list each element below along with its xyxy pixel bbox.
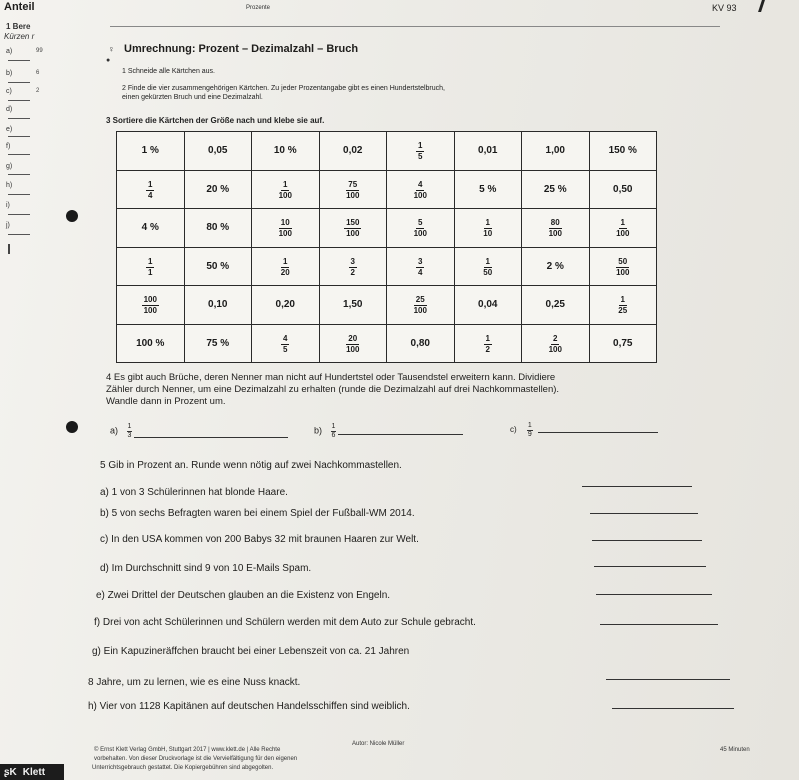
sidebar-line — [8, 100, 30, 101]
fraction-numerator: 1 — [485, 218, 490, 228]
card-cell[interactable] — [319, 247, 387, 286]
card-value: 4 % — [141, 222, 159, 234]
sidebar-line1: 1 Bere — [6, 22, 31, 31]
fraction-numerator: 25 — [415, 295, 425, 305]
card-cell[interactable] — [522, 132, 590, 171]
card-fraction — [346, 181, 359, 200]
card-cell[interactable] — [387, 170, 455, 209]
sidebar-item-label: h) — [6, 182, 13, 189]
task4-c-answer-line[interactable] — [538, 432, 658, 433]
punch-hole-icon — [66, 210, 78, 222]
sidebar-item-value: 99 — [36, 48, 43, 54]
task2-text: 2 Finde die vier zusammengehörigen Kärtchen. Zu jeder Prozentangabe gibt es einen Hundertstelbruch, — [122, 85, 445, 92]
card-fraction — [346, 335, 359, 354]
fraction-denominator: 10 — [483, 229, 493, 239]
card-cell[interactable] — [387, 132, 455, 171]
card-fraction — [279, 181, 292, 200]
page-title: Umrechnung: Prozent – Dezimalzahl – Bruch — [124, 43, 359, 55]
card-row — [117, 286, 657, 325]
sidebar-line — [8, 194, 30, 195]
fraction-numerator: 1 — [485, 333, 490, 343]
card-cell[interactable] — [319, 324, 387, 363]
fraction-numerator: 4 — [418, 179, 423, 189]
card-fraction — [344, 219, 361, 238]
sidebar-item-label: g) — [6, 163, 13, 170]
card-fraction — [616, 219, 629, 238]
task4-b — [314, 423, 336, 439]
card-cell[interactable] — [454, 170, 522, 209]
fraction-numerator: 1 — [127, 423, 132, 430]
task5-c-answer-line[interactable] — [592, 540, 702, 541]
card-value: 150 % — [608, 145, 637, 157]
footer-time: 45 Minuten — [720, 747, 750, 753]
fraction-numerator: 150 — [346, 218, 360, 228]
fraction-denominator: 6 — [331, 432, 336, 439]
card-value: 0,01 — [478, 145, 498, 157]
sidebar-tick — [8, 244, 10, 254]
task5-h: h) Vier von 1128 Kapitänen auf deutschen Handelsschiffen sind weiblich. — [88, 701, 410, 712]
card-cell[interactable] — [589, 209, 657, 248]
task5-a-answer-line[interactable] — [582, 486, 692, 487]
card-fraction — [279, 219, 292, 238]
fraction-denominator: 100 — [413, 229, 427, 239]
card-fraction — [349, 258, 357, 277]
sidebar-line — [8, 60, 30, 61]
card-value: 0,50 — [613, 183, 633, 195]
task4-line2: Zähler durch Nenner, um eine Dezimalzahl zu erhalten (runde die Dezimalzahl auf drei Nachkommastellen). — [106, 384, 560, 395]
task4-line3: Wandle dann in Prozent um. — [106, 396, 226, 407]
card-cell[interactable] — [387, 286, 455, 325]
fraction-numerator: 1 — [283, 179, 288, 189]
footer-author: Autor: Nicole Müller — [352, 741, 405, 747]
card-cell[interactable] — [454, 286, 522, 325]
card-value: 10 % — [273, 145, 297, 157]
circle-icon: ● — [106, 57, 111, 64]
sidebar-item-value: 2 — [36, 88, 40, 94]
sidebar-line2: Kürzen r — [4, 32, 35, 41]
card-cell[interactable] — [117, 247, 185, 286]
card-cell[interactable] — [387, 209, 455, 248]
card-cell[interactable] — [589, 324, 657, 363]
sidebar-line — [8, 82, 30, 83]
card-cell[interactable] — [387, 324, 455, 363]
card-cell[interactable] — [252, 209, 320, 248]
card-fraction — [549, 335, 562, 354]
fraction-denominator: 3 — [127, 432, 132, 439]
card-cell[interactable] — [117, 286, 185, 325]
task4-a-label: a) — [110, 425, 119, 436]
card-row — [117, 132, 657, 171]
task5-heading: 5 Gib in Prozent an. Runde wenn nötig auf zwei Nachkommastellen. — [100, 460, 402, 471]
sidebar-item-label: d) — [6, 106, 13, 113]
card-value: 20 % — [206, 183, 230, 195]
header-code: KV 93 — [712, 3, 737, 13]
sidebar-line — [8, 214, 30, 215]
card-fraction — [483, 258, 492, 277]
card-cell[interactable] — [589, 170, 657, 209]
fraction-numerator: 100 — [143, 295, 157, 305]
fraction-numerator: 1 — [620, 218, 625, 228]
fraction-numerator: 20 — [348, 333, 358, 343]
card-fraction — [142, 296, 159, 315]
card-fraction — [483, 219, 492, 238]
card-cell[interactable] — [319, 209, 387, 248]
task5-d: d) Im Durchschnitt sind 9 von 10 E-Mails Spam. — [100, 563, 312, 574]
task4-c-fraction — [527, 422, 533, 438]
fraction-denominator: 2 — [485, 344, 490, 354]
card-cell[interactable] — [184, 209, 252, 248]
card-value: 0,80 — [410, 337, 430, 349]
card-cell[interactable] — [454, 247, 522, 286]
task4-line1: 4 Es gibt auch Brüche, deren Nenner man nicht auf Hundertstel oder Tausendstel erweitern kann. Dividiere — [106, 372, 556, 383]
card-value: 75 % — [206, 337, 230, 349]
sidebar-line — [8, 174, 30, 175]
fraction-numerator: 4 — [283, 333, 288, 343]
fraction-numerator: 50 — [618, 256, 628, 266]
sidebar-item-label: e) — [6, 126, 13, 133]
fraction-numerator: 1 — [148, 256, 153, 266]
task5-g-answer-line[interactable] — [606, 679, 730, 680]
task5-f-answer-line[interactable] — [600, 624, 718, 625]
card-row — [117, 324, 657, 363]
card-fraction — [549, 219, 562, 238]
task5-b: b) 5 von sechs Befragten waren bei einem Spiel der Fußball-WM 2014. — [100, 508, 415, 519]
card-fraction — [484, 335, 492, 354]
header-small-center: Prozente — [246, 5, 271, 11]
fraction-numerator: 1 — [527, 422, 532, 429]
card-cell[interactable] — [522, 286, 590, 325]
fraction-denominator: 100 — [616, 267, 630, 277]
task2-text-cont: einen gekürzten Bruch und eine Dezimalzahl. — [122, 94, 263, 101]
card-value: 100 % — [136, 337, 165, 349]
task4-c — [510, 422, 533, 438]
card-cell[interactable] — [522, 209, 590, 248]
card-cell[interactable] — [117, 209, 185, 248]
card-fraction — [414, 296, 427, 315]
card-cell[interactable] — [252, 132, 320, 171]
card-value: 25 % — [543, 183, 567, 195]
task4-c-label: c) — [510, 425, 517, 435]
card-value: 0,75 — [613, 337, 633, 349]
task4-b-label: b) — [314, 425, 323, 436]
fraction-denominator: 100 — [346, 344, 360, 354]
lightbulb-icon: ♀ — [108, 44, 115, 54]
card-cell[interactable] — [454, 324, 522, 363]
fraction-numerator: 5 — [418, 218, 423, 228]
fraction-numerator: 3 — [418, 256, 423, 266]
card-cell[interactable] — [522, 247, 590, 286]
task5-b-answer-line[interactable] — [590, 513, 698, 514]
footer-copyright-1: © Ernst Klett Verlag GmbH, Stuttgart 2017 | www.klett.de | Alle Rechte — [94, 747, 281, 753]
task5-e: e) Zwei Drittel der Deutschen glauben an die Existenz von Engeln. — [96, 590, 391, 601]
card-row — [117, 170, 657, 209]
sidebar-item-label: j) — [6, 222, 10, 229]
klett-logo — [0, 764, 64, 780]
task5-g: g) Ein Kapuzineräffchen braucht bei einer Lebenszeit von ca. 21 Jahren — [92, 646, 410, 657]
card-cell[interactable] — [387, 247, 455, 286]
card-fraction — [281, 258, 290, 277]
fraction-denominator: 100 — [413, 306, 427, 316]
card-fraction — [414, 219, 427, 238]
card-value: 0,04 — [478, 299, 498, 311]
card-cell[interactable] — [522, 170, 590, 209]
fraction-numerator: 2 — [553, 333, 558, 343]
card-fraction — [416, 142, 424, 161]
fraction-denominator: 4 — [148, 190, 153, 200]
card-cell[interactable] — [252, 324, 320, 363]
sidebar-item-label: c) — [6, 88, 12, 95]
fraction-denominator: 5 — [418, 152, 423, 162]
card-value: 1,50 — [343, 299, 363, 311]
card-row — [117, 209, 657, 248]
card-cell[interactable] — [184, 247, 252, 286]
card-fraction — [616, 258, 629, 277]
fraction-numerator: 1 — [418, 141, 423, 151]
card-cell[interactable] — [184, 132, 252, 171]
card-fraction — [281, 335, 289, 354]
card-value: 0,05 — [208, 145, 228, 157]
header-rule — [110, 26, 720, 27]
task5-a: a) 1 von 3 Schülerinnen hat blonde Haare. — [100, 487, 288, 498]
card-value: 0,20 — [275, 299, 295, 311]
fraction-denominator: 100 — [143, 306, 157, 316]
fraction-numerator: 10 — [280, 218, 290, 228]
fraction-numerator: 1 — [620, 295, 625, 305]
card-cell[interactable] — [117, 132, 185, 171]
task4-b-fraction — [331, 423, 337, 439]
card-value: 1,00 — [545, 145, 565, 157]
card-cell[interactable] — [522, 324, 590, 363]
card-fraction — [414, 181, 427, 200]
card-cell[interactable] — [117, 170, 185, 209]
card-cell[interactable] — [454, 209, 522, 248]
card-cell[interactable] — [319, 286, 387, 325]
klett-logo-icon: ʂK — [4, 766, 17, 778]
pen-mark — [758, 0, 765, 12]
fraction-denominator: 2 — [350, 267, 355, 277]
fraction-numerator: 1 — [148, 179, 153, 189]
card-value: 2 % — [546, 260, 564, 272]
sidebar-item-label: i) — [6, 202, 10, 209]
fraction-numerator: 75 — [348, 179, 358, 189]
task5-h-answer-line[interactable] — [612, 708, 734, 709]
fraction-numerator: 1 — [283, 256, 288, 266]
card-value: 50 % — [206, 260, 230, 272]
task4-a-answer-line[interactable] — [134, 437, 288, 438]
fraction-denominator: 100 — [616, 229, 630, 239]
card-cell[interactable] — [589, 132, 657, 171]
card-cell[interactable] — [117, 324, 185, 363]
fraction-denominator: 5 — [283, 344, 288, 354]
card-cell[interactable] — [184, 170, 252, 209]
footer-copyright-3: Unterrichtsgebrauch gestattet. Die Kopiergebühren sind abgegolten. — [92, 765, 274, 771]
fraction-denominator: 100 — [278, 229, 292, 239]
fraction-denominator: 4 — [418, 267, 423, 277]
card-value: 5 % — [479, 183, 497, 195]
punch-hole-icon — [66, 421, 78, 433]
card-row — [117, 247, 657, 286]
task5-g-cont: 8 Jahre, um zu lernen, wie es eine Nuss knackt. — [88, 677, 301, 688]
fraction-denominator: 100 — [278, 190, 292, 200]
card-fraction — [146, 258, 154, 277]
card-cell[interactable] — [184, 324, 252, 363]
card-cell[interactable] — [184, 286, 252, 325]
sidebar-item-label: b) — [6, 70, 13, 77]
fraction-denominator: 100 — [346, 190, 360, 200]
task1-text: 1 Schneide alle Kärtchen aus. — [122, 68, 216, 75]
header-left-title: Anteil — [4, 1, 35, 13]
task3-text: 3 Sortiere die Kärtchen der Größe nach und klebe sie auf. — [106, 116, 325, 125]
fraction-denominator: 20 — [280, 267, 290, 277]
task5-e-answer-line[interactable] — [596, 594, 712, 595]
task4-a — [110, 423, 132, 439]
card-value: 0,25 — [545, 299, 565, 311]
card-cell[interactable] — [589, 247, 657, 286]
fraction-denominator: 100 — [346, 229, 360, 239]
card-value: 1 % — [141, 145, 159, 157]
sidebar-item-label: f) — [6, 143, 11, 150]
card-fraction — [146, 181, 154, 200]
card-cell[interactable] — [252, 247, 320, 286]
fraction-denominator: 100 — [413, 190, 427, 200]
card-cell[interactable] — [252, 286, 320, 325]
fraction-numerator: 1 — [485, 256, 490, 266]
card-fraction — [416, 258, 424, 277]
fraction-numerator: 3 — [350, 256, 355, 266]
task5-d-answer-line[interactable] — [594, 566, 706, 567]
task4-a-fraction — [127, 423, 133, 439]
card-fraction — [618, 296, 627, 315]
klett-logo-text: Klett — [22, 766, 46, 778]
fraction-denominator: 100 — [548, 344, 562, 354]
fraction-denominator: 50 — [483, 267, 493, 277]
task5-c: c) In den USA kommen von 200 Babys 32 mit braunen Haaren zur Welt. — [100, 534, 419, 545]
sidebar-line — [8, 234, 30, 235]
fraction-numerator: 80 — [550, 218, 560, 228]
task5-f: f) Drei von acht Schülerinnen und Schülern werden mit dem Auto zur Schule gebracht. — [94, 617, 476, 628]
sidebar-line — [8, 118, 30, 119]
card-cell[interactable] — [319, 132, 387, 171]
footer-copyright-2: vorbehalten. Von dieser Druckvorlage ist die Vervielfältigung für den eigenen — [94, 756, 298, 762]
fraction-numerator: 1 — [331, 423, 336, 430]
sidebar-line — [8, 136, 30, 137]
sidebar-item-value: 6 — [36, 70, 40, 76]
card-value: 0,10 — [208, 299, 228, 311]
card-value: 0,02 — [343, 145, 363, 157]
card-cell[interactable] — [319, 170, 387, 209]
sidebar-item-label: a) — [6, 48, 13, 55]
card-cell[interactable] — [252, 170, 320, 209]
fraction-denominator: 25 — [618, 306, 628, 316]
card-cell[interactable] — [454, 132, 522, 171]
task4-b-answer-line[interactable] — [338, 434, 463, 435]
fraction-denominator: 9 — [527, 431, 532, 438]
fraction-denominator: 1 — [148, 267, 153, 277]
card-grid — [116, 131, 657, 363]
card-value: 80 % — [206, 222, 230, 234]
sidebar-line — [8, 154, 30, 155]
fraction-denominator: 100 — [548, 229, 562, 239]
card-cell[interactable] — [589, 286, 657, 325]
